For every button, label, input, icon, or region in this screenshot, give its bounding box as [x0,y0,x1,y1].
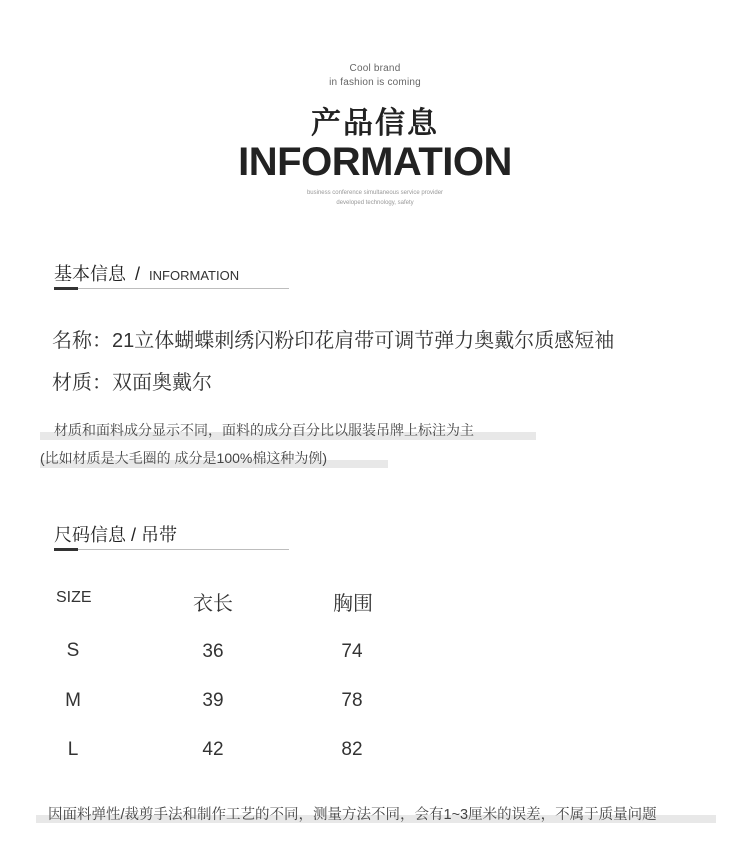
row-m-size: M [65,690,81,711]
tagline-line2: in fashion is coming [329,77,421,88]
title-en: INFORMATION [238,140,512,184]
row-l-size: L [67,739,79,760]
material-line: 材质：双面奥戴尔 [52,372,212,394]
size-info-rule [54,549,289,550]
size-info-heading: 尺码信息 / 吊带 [54,525,178,545]
basic-info-heading [54,260,239,286]
row-l-chest: 82 [341,739,363,760]
row-l-length: 42 [202,739,224,760]
title-cn: 产品信息 [311,107,439,140]
size-header-size: SIZE [56,589,92,606]
basic-info-title-cn: 基本信息 [54,264,126,284]
basic-info-title-en: INFORMATION [149,268,240,283]
basic-info-rule [54,288,289,289]
sub-line2: developed technology, safety [336,200,414,206]
note-line1: 材质和面料成分显示不同，面料的成分百分比以服装吊牌上标注为主 [54,422,474,438]
row-s-length: 36 [202,641,224,662]
basic-info-separator: / [135,264,141,284]
sub-line1: business conference simultaneous service provider [306,190,444,196]
footer-note: 因面料弹性/裁剪手法和制作工艺的不同，测量方法不同，会有1~3厘米的误差，不属于质量问题 [48,807,657,823]
note-line2: (比如材质是大毛圈的 成分是100%棉这种为例) [40,450,328,466]
product-name-line: 名称：21立体蝴蝶刺绣闪粉印花肩带可调节弹力奥戴尔质感短袖 [52,330,615,352]
size-header-chest: 胸围 [333,593,373,615]
size-info-rule-accent [54,548,78,551]
row-m-chest: 78 [341,690,363,711]
basic-info-rule-accent [54,287,78,290]
row-s-size: S [66,640,80,661]
row-m-length: 39 [202,690,224,711]
size-header-length: 衣长 [193,593,233,615]
tagline-line1: Cool brand [349,63,401,74]
row-s-chest: 74 [341,641,363,662]
